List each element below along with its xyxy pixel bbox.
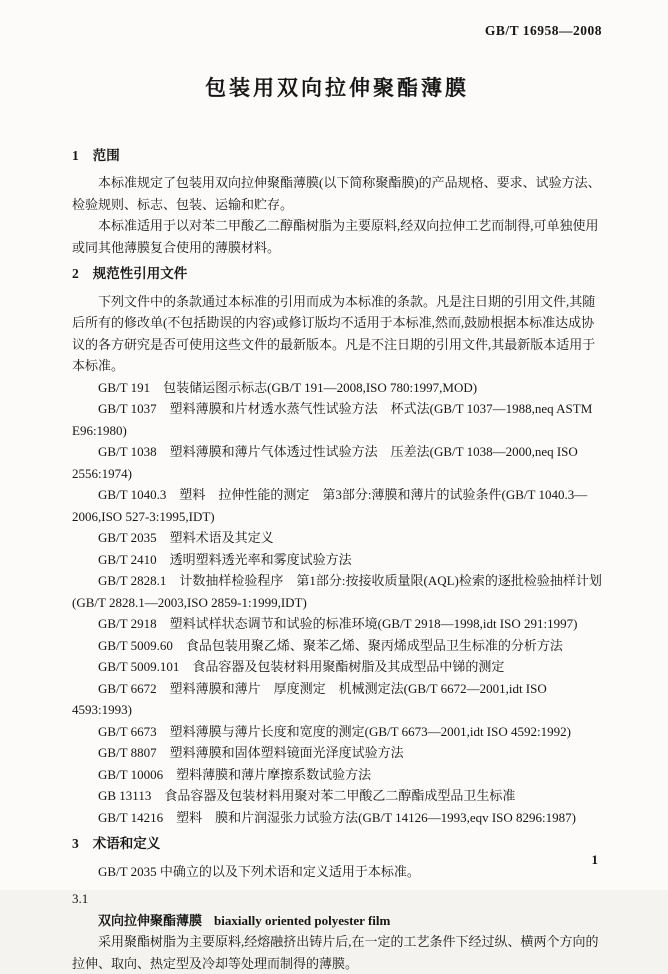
standard-number: GB/T 16958—2008 [484, 23, 602, 38]
reference-item: GB/T 6673 塑料薄膜与薄片长度和宽度的测定(GB/T 6673—2001,idt ISO 4592:1992) [98, 723, 571, 739]
reference-item: GB/T 2918 塑料试样状态调节和试验的标准环境(GB/T 2918—1998,idt ISO 291:1997) [98, 616, 578, 631]
reference-item: GB/T 14216 塑料 膜和片润湿张力试验方法(GB/T 14126—1993,eqv ISO 8296:1987) [98, 809, 576, 825]
reference-item: GB/T 1040.3 塑料 拉伸性能的测定 第3部分:薄膜和薄片的试验条件(GB/T 1040.3—2006,ISO 527-3:1995,IDT) [72, 487, 588, 524]
reference-item: GB/T 2035 塑料术语及其定义 [98, 530, 274, 545]
section-scope [72, 145, 602, 259]
reference-item: GB/T 191 包装储运图示标志(GB/T 191—2008,ISO 780:1997,MOD) [98, 379, 478, 395]
section-3-title: 术语和定义 [92, 836, 161, 851]
reference-item: GB/T 5009.60 食品包装用聚乙烯、聚苯乙烯、聚丙烯成型品卫生标准的分析方法 [98, 637, 563, 653]
reference-item: GB/T 5009.101 食品容器及包装材料用聚酯树脂及其成型品中锑的测定 [98, 659, 505, 674]
term-definition: 采用聚酯树脂为主要原料,经熔融挤出铸片后,在一定的工艺条件下经过纵、横两个方向的拉伸、取向、热定型及冷却等处理而制得的薄膜。 [72, 934, 599, 971]
page-number: 1 [591, 852, 598, 867]
term-line [72, 910, 602, 932]
reference-item: GB/T 6672 塑料薄膜和薄片 厚度测定 机械测定法(GB/T 6672—2001,idt ISO 4593:1993) [72, 680, 547, 717]
term-english: biaxially oriented polyester film [214, 912, 391, 928]
section-1-title: 范围 [92, 147, 120, 163]
document-title: 包装用双向拉伸聚酯薄膜 [205, 75, 469, 100]
section-normative-references [72, 263, 602, 828]
references-intro: 下列文件中的条款通过本标准的引用而成为本标准的条款。凡是注日期的引用文件,其随后所有的修改单(不包括勘误的内容)或修订版均不适用于本标准,然而,鼓励根据本标准达成协议的各方研究是否可使用这些文件的最新版本。凡是不注日期的引用文件,其最新版本适用于本标准。 [72, 293, 596, 373]
section-3-heading [72, 833, 602, 855]
reference-item: GB/T 1038 塑料薄膜和薄片气体透过性试验方法 压差法(GB/T 1038—2000,neq ISO 2556:1974) [72, 444, 578, 481]
terms-intro: GB/T 2035 中确立的以及下列术语和定义适用于本标准。 [98, 863, 420, 879]
reference-item: GB/T 2410 透明塑料透光率和雾度试验方法 [98, 551, 352, 567]
reference-item: GB/T 10006 塑料薄膜和薄片摩擦系数试验方法 [98, 766, 372, 782]
scope-paragraph-1: 本标准规定了包装用双向拉伸聚酯薄膜(以下简称聚酯膜)的产品规格、要求、试验方法、检验规则、标志、包装、运输和贮存。 [72, 175, 601, 212]
section-terms-definitions [72, 833, 602, 974]
section-2-title: 规范性引用文件 [92, 266, 188, 281]
reference-item: GB/T 1037 塑料薄膜和片材透水蒸气性试验方法 杯式法(GB/T 1037—1988,neq ASTM E96:1980) [72, 401, 593, 438]
section-2-heading [72, 263, 602, 285]
reference-item: GB 13113 食品容器及包装材料用聚对苯二甲酸乙二醇酯成型品卫生标准 [98, 788, 516, 803]
clause-number: 3.1 [72, 891, 89, 906]
section-1-heading [72, 145, 602, 167]
section-2-number: 2 [72, 266, 79, 281]
scope-paragraph-2: 本标准适用于以对苯二甲酸乙二醇酯树脂为主要原料,经双向拉伸工艺而制得,可单独使用或同其他薄膜复合使用的薄膜材料。 [72, 218, 599, 255]
term-chinese: 双向拉伸聚酯薄膜 [98, 912, 203, 928]
section-1-number: 1 [72, 147, 79, 163]
reference-item: GB/T 8807 塑料薄膜和固体塑料镜面光泽度试验方法 [98, 745, 404, 760]
reference-item: GB/T 2828.1 计数抽样检验程序 第1部分:按接收质量限(AQL)检索的逐批检验抽样计划(GB/T 2828.1—2003,ISO 2859-1:1999,IDT) [72, 573, 602, 610]
section-3-number: 3 [72, 836, 79, 851]
